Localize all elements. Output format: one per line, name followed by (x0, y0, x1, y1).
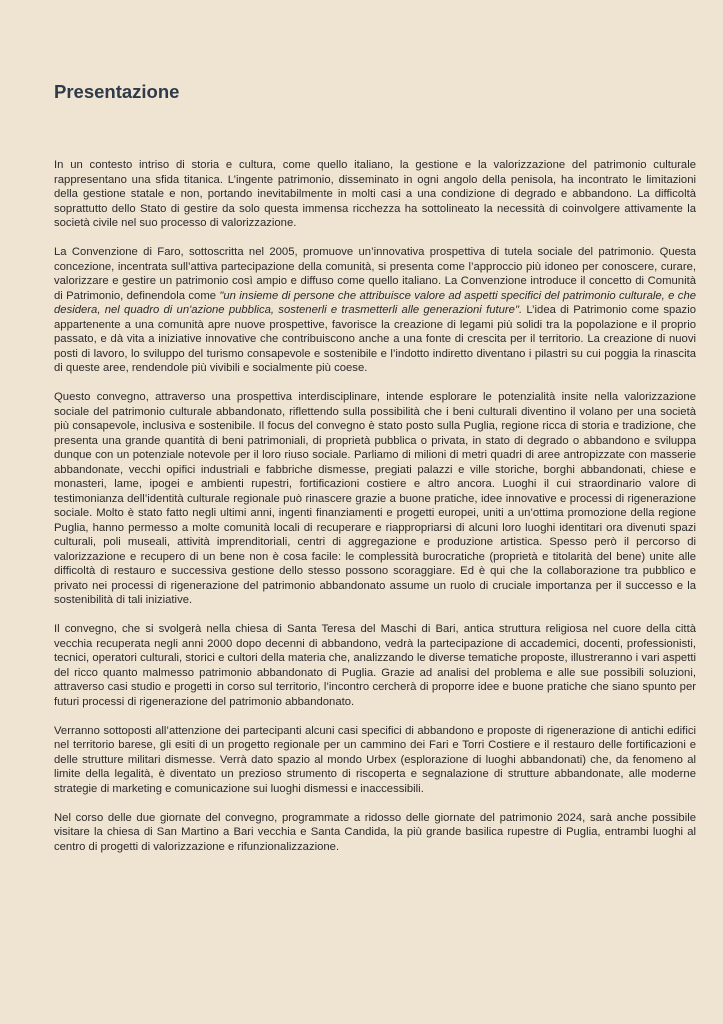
document-page (54, 82, 696, 869)
paragraph-intro: In un contesto intriso di storia e cultura, come quello italiano, la gestione e la valorizzazione del patrimonio culturale rappresentano una sfida titanica. L’ingente patrimonio, disseminato in ogni angolo della penisola, ha incontrato le limitazioni della gestione statale e non, portando inevitabilmente in molti casi a una condizione di degrado e abbandono. La difficoltà soprattutto dello Stato di gestire da solo questa immensa ricchezza ha sottolineato la necessità di coinvolgere attivamente la società civile nel suo processo di valorizzazione. (54, 159, 696, 229)
paragraph-conference-venue: Il convegno, che si svolgerà nella chiesa di Santa Teresa del Maschi di Bari, antica struttura religiosa nel cuore della città vecchia recuperata negli anni 2000 dopo decenni di abbandono, vedrà la partecipazione di accademici, docenti, professionisti, tecnici, operatori culturali, storici e cultori della materia che, analizzando le diverse tematiche proposte, illustreranno i vari aspetti del ricco quanto malmesso patrimonio abbandonato di Puglia. Grazie ad analisi del problema e alle sue possibili soluzioni, attraverso casi studio e progetti in corso sul territorio, l’incontro cercherà di proporre idee e buone pratiche che siano spunto per futuri processi di rigenerazione del patrimonio abbandonato. (54, 623, 696, 708)
paragraph-case-studies: Verranno sottoposti all’attenzione dei partecipanti alcuni casi specifici di abbandono e proposte di rigenerazione di antichi edifici nel territorio barese, gli esiti di un progetto regionale per un cammino dei Fari e Torri Costiere e il restauro delle fortificazioni e delle strutture militari dismesse. Verrà dato spazio al mondo Urbex (esplorazione di luoghi abbandonati) che, da fenomeno al limite della legalità, è diventato un prezioso strumento di riscoperta e segnalazione di strutture abbandonate, alle moderne strategie di marketing e comunicazione sui luoghi dismessi e inaccessibili. (54, 724, 696, 795)
paragraph-faro-text-before: La Convenzione di Faro, sottoscritta nel 2005, promuove un’innovativa prospettiva di tutela sociale del patrimonio. Questa concezione, incentrata sull’attiva partecipazione della comunità, si presenta come l’approccio più idoneo per conoscere, curare, valorizzare e gestire un patrimonio così ampio e diffuso come quello italiano. La Convenzione introduce il concetto di Comunità di Patrimonio, definendola come (54, 246, 696, 302)
paragraph-conference-focus: Questo convegno, attraverso una prospettiva interdisciplinare, intende esplorare le potenzialità insite nella valorizzazione sociale del patrimonio culturale abbandonato, riflettendo sulla possibilità che i beni culturali diventino il volano per una società più consapevole, inclusiva e sostenibile. Il focus del convegno è stato posto sulla Puglia, regione ricca di storia e tradizione, che presenta una grande quantità di beni patrimoniali, di proprietà pubblica o privata, in stato di degrado o abbandono e sviluppa dunque con un potenziale notevole per il loro riuso sociale. Parliamo di milioni di metri quadri di aree antropizzate con masserie abbandonate, vecchi opifici industriali e fabbriche dismesse, pregiati palazzi e ville storiche, borghi abbandonati, chiese e monasteri, lame, ipogei e ambienti rupestri, fortificazioni costiere e altro ancora. Luoghi il cui straordinario valore di testimonianza dell’identità culturale regionale può rinascere grazie a buone pratiche, idee innovative e processi di rigenerazione sociale. Molto è stato fatto negli ultimi anni, ingenti finanziamenti e progetti europei, uniti a un’ottima promozione della regione Puglia, hanno permesso a molte comunità locali di recuperare e riappropriarsi di alcuni loro luoghi identitari ora divenuti spazi culturali, poli museali, attività imprenditoriali, centri di aggregazione e produzione artistica. Spesso però il percorso di valorizzazione e recupero di un bene non è cosa facile: le complessità burocratiche (proprietà e titolarità del bene) unite alle difficoltà di restauro e successiva gestione dello stesso possono scoraggiare. Ed è qui che la collaborazione tra pubblico e privato nei processi di rigenerazione del patrimonio abbandonato assume un ruolo di cruciale importanza per il successo e la sostenibilità di tali iniziative. (54, 391, 696, 606)
faro-definition-quote: "un insieme di persone che attribuisce valore ad aspetti specifici del patrimonio culturale, e che desidera, nel quadro di un'azione pubblica, sostenerli e trasmetterli alle generazioni future". (54, 289, 697, 316)
paragraph-faro-text-after: L’idea di Patrimonio come spazio appartenente a una comunità apre nuove prospettive, favorisce la creazione di legami più solidi tra la popolazione e il proprio passato, e dà vita a iniziative innovative che contribuiscono anche a una fonte di crescita per il territorio. La creazione di nuovi posti di lavoro, lo sviluppo del turismo consapevole e sostenibile e l’indotto indiretto diventano i pilastri su cui poggia la rinascita di queste aree, rendendole più vivibili e socialmente più coese. (54, 304, 696, 374)
page-title: Presentazione (54, 81, 180, 102)
paragraph-faro-convention (54, 245, 696, 376)
paragraph-visits: Nel corso delle due giornate del convegno, programmate a ridosso delle giornate del patrimonio 2024, sarà anche possibile visitare la chiesa di San Martino a Bari vecchia e Santa Candida, la più grande basilica rupestre di Puglia, entrambi luoghi al centro di progetti di valorizzazione e rifunzionalizzazione. (54, 811, 696, 853)
